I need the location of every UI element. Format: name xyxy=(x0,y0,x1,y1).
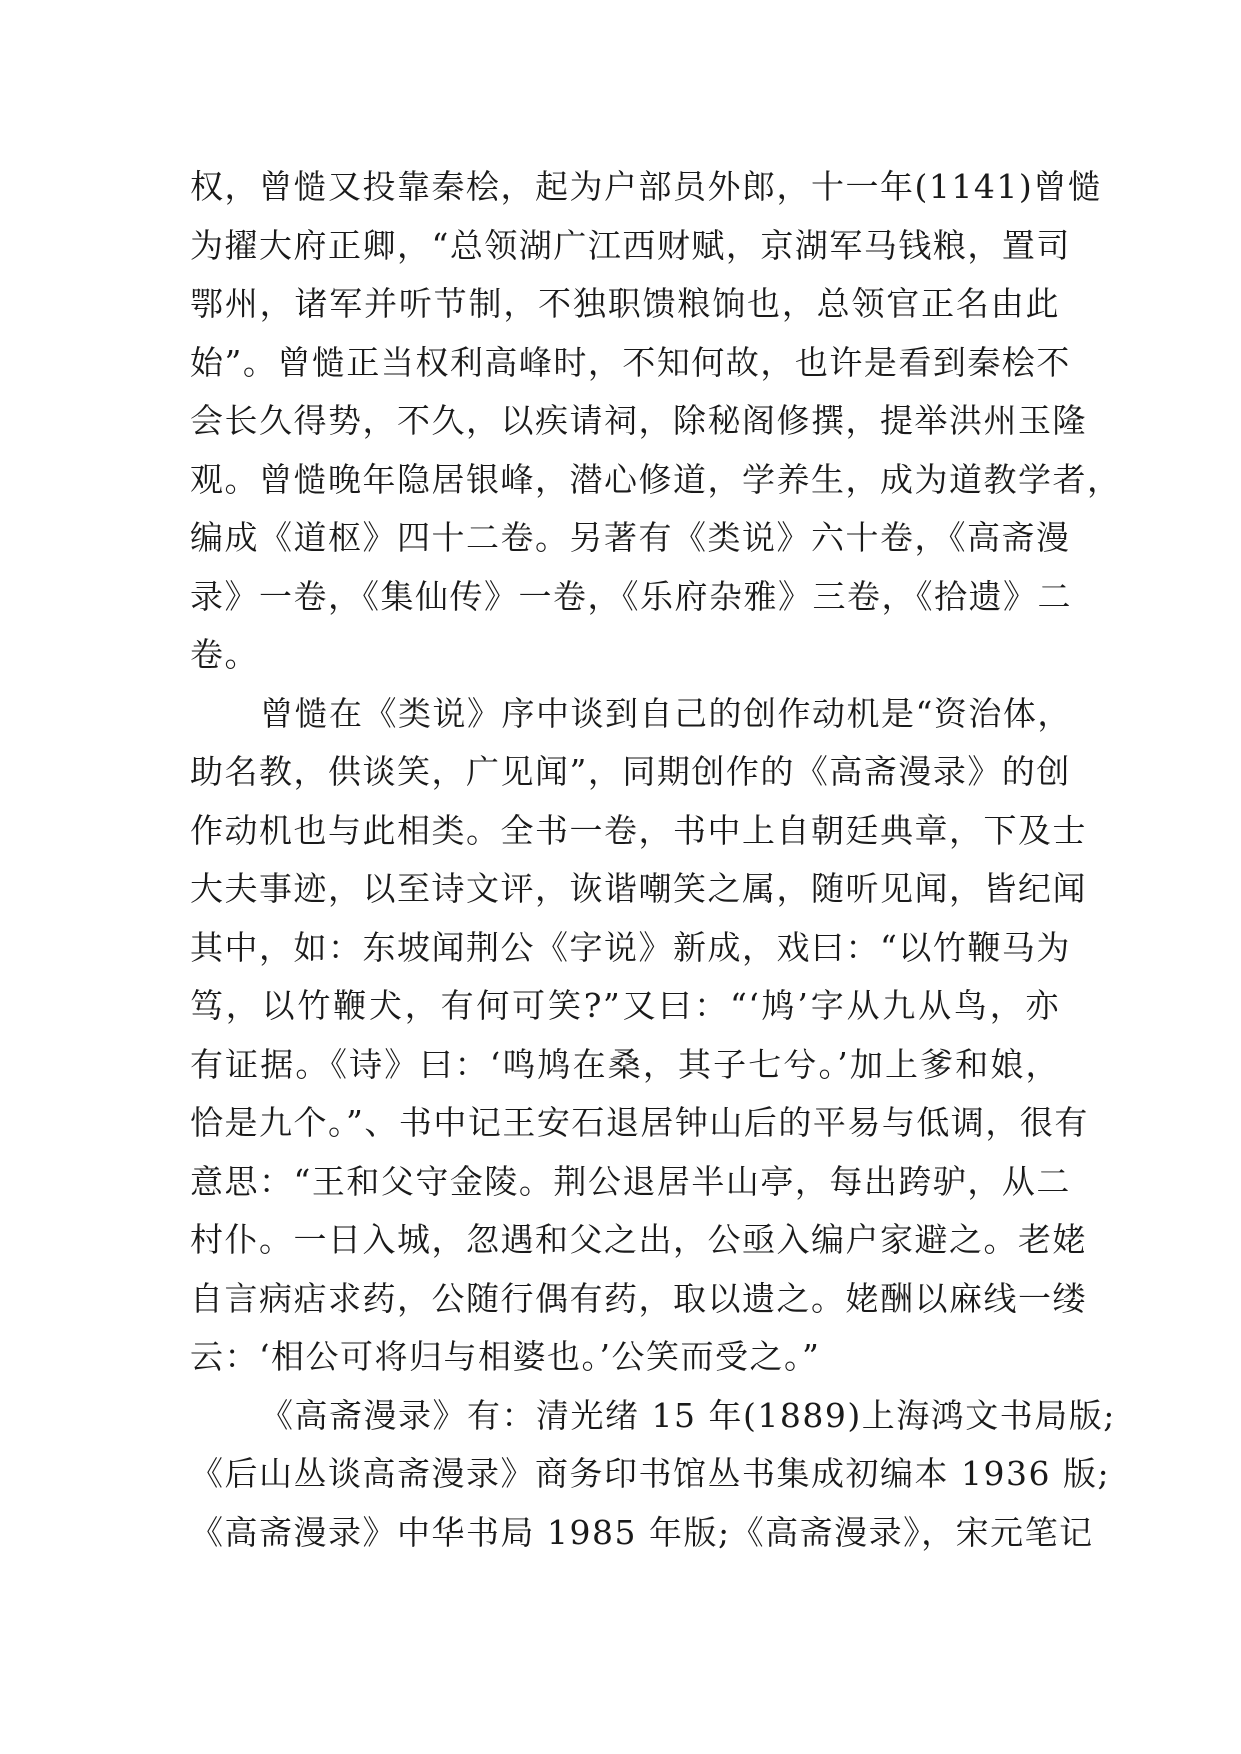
text-line: 权，曾慥又投靠秦桧，起为户部员外郎，十一年(1141)曾慥 xyxy=(190,167,1103,206)
text-line: 助名教，供谈笑，广见闻”，同期创作的《高斋漫录》的创 xyxy=(190,752,1071,791)
paragraph-1 xyxy=(190,158,1122,685)
text-line: 云：‘相公可将归与相婆也。’公笑而受之。” xyxy=(190,1337,821,1376)
text-line: 《高斋漫录》中华书局 1985 年版;《高斋漫录》，宋元笔记 xyxy=(190,1512,1094,1552)
paragraph-3 xyxy=(190,1387,1116,1563)
body-text xyxy=(190,158,1122,1562)
text-line: 《高斋漫录》有：清光绪 15 年(1889)上海鸿文书局版; xyxy=(260,1395,1116,1435)
paragraph-2 xyxy=(190,685,1089,1387)
text-line: 其中，如：东坡闻荆公《字说》新成，戏曰：“以竹鞭马为 xyxy=(190,927,1071,967)
text-line: 自言病痁求药，公随行偶有药，取以遗之。姥酬以麻线一缕 xyxy=(190,1278,1087,1318)
text-line: 录》一卷，《集仙传》一卷，《乐府杂雅》三卷，《拾遗》二 xyxy=(190,576,1072,616)
text-line: 有证据。《诗》曰：‘鸣鸠在桑，其子七兮。’加上爹和娘， xyxy=(190,1044,1060,1084)
text-line: 《后山丛谈高斋漫录》商务印书馆丛书集成初编本 1936 版; xyxy=(190,1454,1111,1493)
text-line: 恰是九个。”、书中记王安石退居钟山后的平易与低调，很有 xyxy=(190,1103,1089,1142)
text-line: 作动机也与此相类。全书一卷，书中上自朝廷典章，下及士 xyxy=(190,810,1087,850)
text-line: 意思：“王和父守金陵。荆公退居半山亭，每出跨驴，从二 xyxy=(190,1161,1071,1201)
text-line: 笃，以竹鞭犬，有何可笑?”又曰：“‘鸠’字从九从鸟，亦 xyxy=(190,986,1060,1025)
text-line: 大夫事迹，以至诗文评，诙谐嘲笑之属，随听见闻，皆纪闻 xyxy=(190,869,1087,908)
text-line: 曾慥在《类说》序中谈到自己的创作动机是“资治体， xyxy=(260,693,1072,733)
text-line: 编成《道枢》四十二卷。另著有《类说》六十卷，《高斋漫 xyxy=(190,518,1071,557)
text-line: 村仆。一日入城，忽遇和父之出，公亟入编户家避之。老姥 xyxy=(190,1220,1087,1259)
text-line: 观。曾慥晚年隐居银峰，潜心修道，学养生，成为道教学者， xyxy=(190,459,1122,499)
text-line: 鄂州，诸军并听节制，不独职馈粮饷也，总领官正名由此 xyxy=(190,284,1060,323)
text-line: 卷。 xyxy=(190,635,259,674)
text-line: 为擢大府正卿，“总领湖广江西财赋，京湖军马钱粮，置司 xyxy=(190,225,1071,265)
text-line: 会长久得势，不久，以疾请祠，除秘阁修撰，提举洪州玉隆 xyxy=(190,401,1087,440)
text-line: 始”。曾慥正当权利高峰时，不知何故，也许是看到秦桧不 xyxy=(190,342,1071,382)
